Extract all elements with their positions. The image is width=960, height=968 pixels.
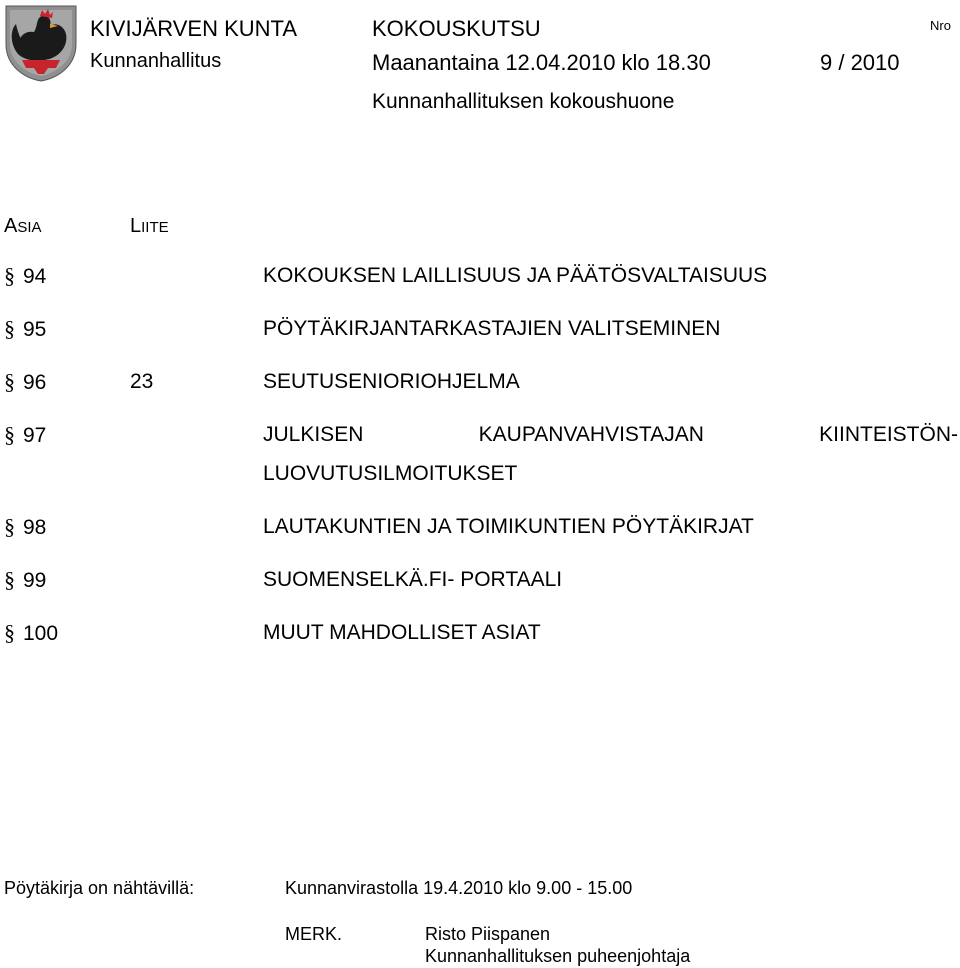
- agenda-item-title: LAUTAKUNTIEN JA TOIMIKUNTIEN PÖYTÄKIRJAT: [263, 515, 754, 538]
- agenda-item-number: § 97: [4, 422, 47, 447]
- agenda-item-number: § 98: [4, 514, 47, 539]
- agenda-item-number: § 94: [4, 263, 47, 288]
- agenda-item-number: § 100: [4, 620, 59, 645]
- municipality-name: KIVIJÄRVEN KUNTA: [90, 16, 298, 41]
- availability-label: Pöytäkirja on nähtävillä:: [4, 878, 195, 898]
- merk-label: MERK.: [285, 924, 343, 944]
- agenda-item-title: SUOMENSELKÄ.FI- PORTAALI: [263, 568, 563, 591]
- agenda-item-title-continued: LUOVUTUSILMOITUKSET: [263, 462, 518, 485]
- agenda-item-title: PÖYTÄKIRJANTARKASTAJIEN VALITSEMINEN: [263, 317, 721, 340]
- agenda-item-attachment: 23: [130, 370, 154, 393]
- agenda-item-title: MUUT MAHDOLLISET ASIAT: [263, 621, 541, 644]
- coat-of-arms-rooster-icon: [4, 4, 78, 82]
- meeting-location: Kunnanhallituksen kokoushuone: [372, 90, 675, 113]
- document-type: KOKOUSKUTSU: [372, 16, 541, 41]
- agenda-item-number: § 96: [4, 369, 47, 394]
- number-label: Nro: [930, 18, 951, 33]
- meeting-datetime: Maanantaina 12.04.2010 klo 18.30: [372, 50, 711, 75]
- signer-title: Kunnanhallituksen puheenjohtaja: [425, 946, 691, 966]
- agenda-item-number: § 95: [4, 316, 47, 341]
- body-name: Kunnanhallitus: [90, 50, 222, 72]
- column-header-liite: LIITE: [130, 215, 169, 237]
- agenda-item-title: SEUTUSENIORIOHJELMA: [263, 370, 520, 393]
- agenda-item-number: § 99: [4, 567, 47, 592]
- signer-name: Risto Piispanen: [425, 924, 551, 944]
- meeting-number: 9 / 2010: [820, 50, 900, 75]
- column-header-asia: ASIA: [4, 215, 42, 237]
- availability-value: Kunnanvirastolla 19.4.2010 klo 9.00 - 15.00: [285, 878, 633, 898]
- agenda-item-title: KOKOUKSEN LAILLISUUS JA PÄÄTÖSVALTAISUUS: [263, 264, 768, 287]
- agenda-item-title: JULKISEN KAUPANVAHVISTAJAN KIINTEISTÖN-: [263, 423, 958, 446]
